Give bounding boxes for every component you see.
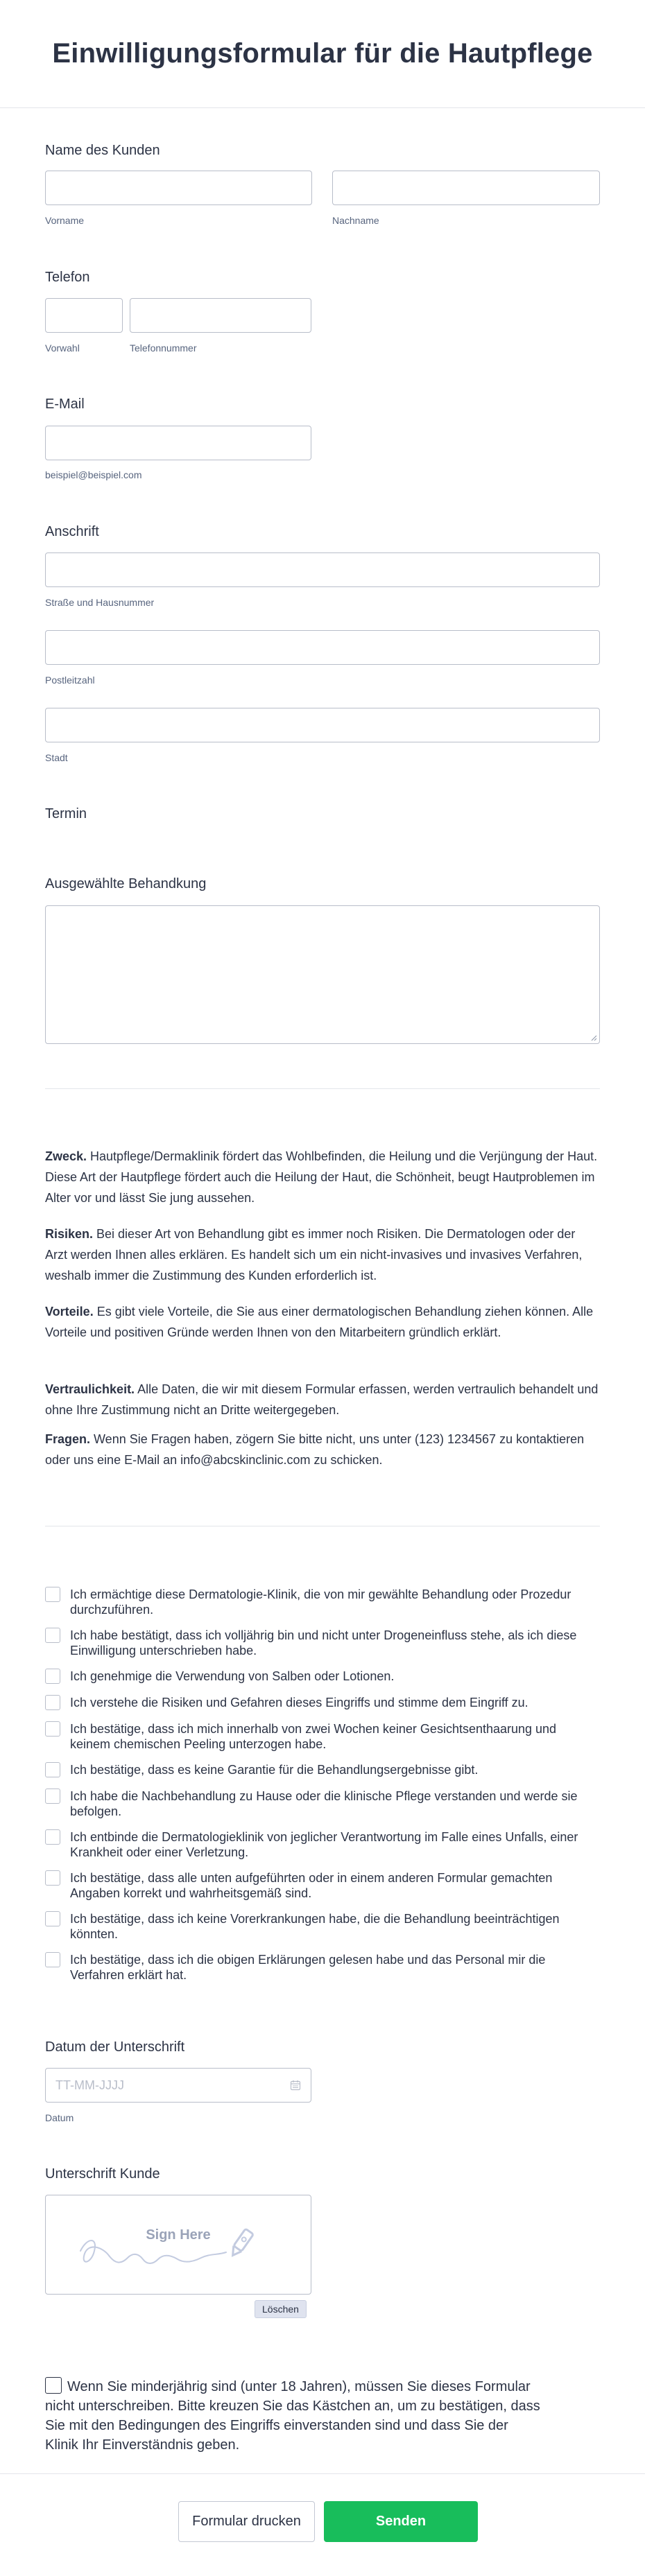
consent-checkbox-row[interactable]	[45, 1695, 600, 1710]
consent-checkbox[interactable]	[45, 1952, 60, 1967]
phone-label: Telefon	[45, 270, 90, 285]
consent-checkbox-row[interactable]	[45, 1721, 600, 1752]
minor-checkbox-label: Wenn Sie minderjährig sind (unter 18 Jahren), müssen Sie dieses Formular nicht unterschreiben. Bitte kreuzen Sie das Kästchen an, um zu bestätigen, dass Sie mit den Bedingungen des Eingriffs einverstanden sind und dass Sie der Klinik Ihr Einverständnis geben.	[45, 2379, 540, 2453]
consent-checkbox-label: Ich habe bestätigt, dass ich volljährig bin und nicht unter Drogeneinfluss stehe, als ich diese Einwilligung unterschrieben habe.	[70, 1628, 577, 1657]
sign-date-label: Datum der Unterschrift	[45, 2039, 185, 2055]
consent-checkbox-label: Ich bestätige, dass alle unten aufgeführten oder in einem anderen Formular gemachten Angaben korrekt und wahrheitsgemäß sind.	[70, 1871, 553, 1900]
consent-checkbox-row[interactable]	[45, 1762, 600, 1777]
calendar-icon[interactable]	[290, 2080, 301, 2091]
consent-checkbox[interactable]	[45, 1911, 60, 1926]
city-input[interactable]	[45, 708, 600, 742]
consent-checkbox-label: Ich habe die Nachbehandlung zu Hause oder die klinische Pflege verstanden und werde sie befolgen.	[70, 1789, 578, 1818]
consent-checkbox-row[interactable]	[45, 1952, 600, 1983]
consent-checkbox[interactable]	[45, 1628, 60, 1643]
info-risks: Risiken. Bei dieser Art von Behandlung gibt es immer noch Risiken. Die Dermatologen oder der Arzt werden Ihnen alles erklären. Es handelt sich um ein nicht-invasives und invasives Verfahren, weshalb immer die Zustimmung des Kunden erforderlich ist.	[45, 1227, 583, 1282]
treatment-label: Ausgewählte Behandkung	[45, 876, 207, 891]
info-confidentiality: Vertraulichkeit. Alle Daten, die wir mit diesem Formular erfassen, werden vertraulich behandelt und ohne Ihre Zustimmung nicht an Dritte weitergegeben.	[45, 1382, 599, 1417]
pen-signature-icon	[46, 2195, 312, 2295]
consent-checkbox-label: Ich entbinde die Dermatologieklinik von jeglicher Verantwortung im Falle eines Unfalls, einer Krankheit oder einer Verletzung.	[70, 1830, 578, 1859]
appointment-label: Termin	[45, 806, 87, 821]
consent-checkbox-row[interactable]	[45, 1829, 600, 1860]
consent-checkbox[interactable]	[45, 1829, 60, 1845]
signature-pad[interactable]	[45, 2195, 311, 2295]
email-label: E-Mail	[45, 397, 85, 412]
consent-checkbox[interactable]	[45, 1789, 60, 1804]
email-input[interactable]	[45, 426, 311, 460]
area-code-sublabel: Vorwahl	[45, 342, 80, 354]
first-name-input[interactable]	[45, 171, 312, 205]
area-code-input[interactable]	[45, 298, 123, 333]
consent-checkbox-row[interactable]	[45, 1587, 600, 1617]
sign-date-sublabel: Datum	[45, 2112, 74, 2123]
print-form-button[interactable]: Formular drucken	[178, 2501, 315, 2542]
sign-date-placeholder: TT-MM-JJJJ	[55, 2078, 124, 2092]
signature-label: Unterschrift Kunde	[45, 2166, 160, 2182]
phone-number-input[interactable]	[130, 298, 311, 333]
consent-checkbox[interactable]	[45, 1762, 60, 1777]
form-header	[0, 0, 645, 108]
city-sublabel: Stadt	[45, 752, 68, 763]
consent-checkbox-label: Ich bestätige, dass ich keine Vorerkrankungen habe, die die Behandlung beeinträchtigen könnten.	[70, 1912, 560, 1941]
zip-input[interactable]	[45, 630, 600, 665]
consent-checkbox-label: Ich verstehe die Risiken und Gefahren dieses Eingriffs und stimme dem Eingriff zu.	[70, 1696, 528, 1709]
consent-checkbox[interactable]	[45, 1721, 60, 1737]
sign-date-input[interactable]	[45, 2068, 311, 2103]
address-label: Anschrift	[45, 524, 99, 539]
street-input[interactable]	[45, 552, 600, 587]
page-title: Einwilligungsformular für die Hautpflege	[52, 38, 593, 69]
consent-checkbox-row[interactable]	[45, 1628, 600, 1658]
form-body	[0, 108, 645, 2465]
email-sublabel: beispiel@beispiel.com	[45, 469, 142, 480]
signature-hint: Sign Here	[146, 2227, 211, 2243]
street-sublabel: Straße und Hausnummer	[45, 597, 155, 608]
divider	[45, 1088, 600, 1089]
phone-number-sublabel: Telefonnummer	[130, 342, 197, 354]
info-purpose: Zweck. Hautpflege/Dermaklinik fördert das Wohlbefinden, die Heilung und die Verjüngung der Haut. Diese Art der Hautpflege fördert auch die Heilung der Haut, die Schönheit, beugt Hautproblemen im Alter vor und lässt Sie jung aussehen.	[45, 1149, 598, 1205]
consent-checkbox-label: Ich ermächtige diese Dermatologie-Klinik, die von mir gewählte Behandlung oder Prozedur durchzuführen.	[70, 1587, 571, 1617]
consent-checkbox-row[interactable]	[45, 1870, 600, 1901]
minor-checkbox-row[interactable]	[45, 2377, 544, 2455]
clear-signature-button[interactable]: Löschen	[255, 2300, 307, 2318]
last-name-sublabel: Nachname	[332, 215, 379, 226]
resize-grip-icon[interactable]	[590, 1034, 597, 1041]
consent-checkbox-row[interactable]	[45, 1911, 600, 1942]
consent-checkbox-label: Ich bestätige, dass es keine Garantie für die Behandlungsergebnisse gibt.	[70, 1763, 479, 1777]
consent-checkbox-row[interactable]	[45, 1789, 600, 1819]
consent-checkbox[interactable]	[45, 1695, 60, 1710]
form-footer	[0, 2473, 645, 2576]
name-label: Name des Kunden	[45, 143, 160, 158]
info-benefits: Vorteile. Es gibt viele Vorteile, die Sie aus einer dermatologischen Behandlung ziehen können. Alle Vorteile und positiven Gründe werden Ihnen von den Mitarbeitern gründlich erklärt.	[45, 1305, 594, 1339]
consent-checkbox[interactable]	[45, 1669, 60, 1684]
zip-sublabel: Postleitzahl	[45, 675, 95, 686]
minor-checkbox[interactable]	[45, 2377, 62, 2394]
last-name-input[interactable]	[332, 171, 600, 205]
treatment-textarea[interactable]	[45, 905, 600, 1044]
submit-button[interactable]: Senden	[324, 2501, 478, 2542]
consent-checkbox-label: Ich bestätige, dass ich mich innerhalb von zwei Wochen keiner Gesichtsenthaarung und keinem chemischen Peeling unterzogen habe.	[70, 1722, 557, 1751]
consent-checkbox-row[interactable]	[45, 1669, 600, 1684]
consent-checkbox-label: Ich genehmige die Verwendung von Salben oder Lotionen.	[70, 1669, 395, 1683]
first-name-sublabel: Vorname	[45, 215, 85, 226]
info-questions: Fragen. Wenn Sie Fragen haben, zögern Sie bitte nicht, uns unter (123) 1234567 zu kontaktieren oder uns eine E-Mail an info@abcskinclinic.com zu schicken.	[45, 1432, 585, 1467]
consent-checkbox-label: Ich bestätige, dass ich die obigen Erklärungen gelesen habe und das Personal mir die Verfahren erklärt hat.	[70, 1953, 546, 1982]
consent-checkbox[interactable]	[45, 1870, 60, 1886]
form-fields	[45, 108, 600, 2465]
consent-checkbox[interactable]	[45, 1587, 60, 1602]
